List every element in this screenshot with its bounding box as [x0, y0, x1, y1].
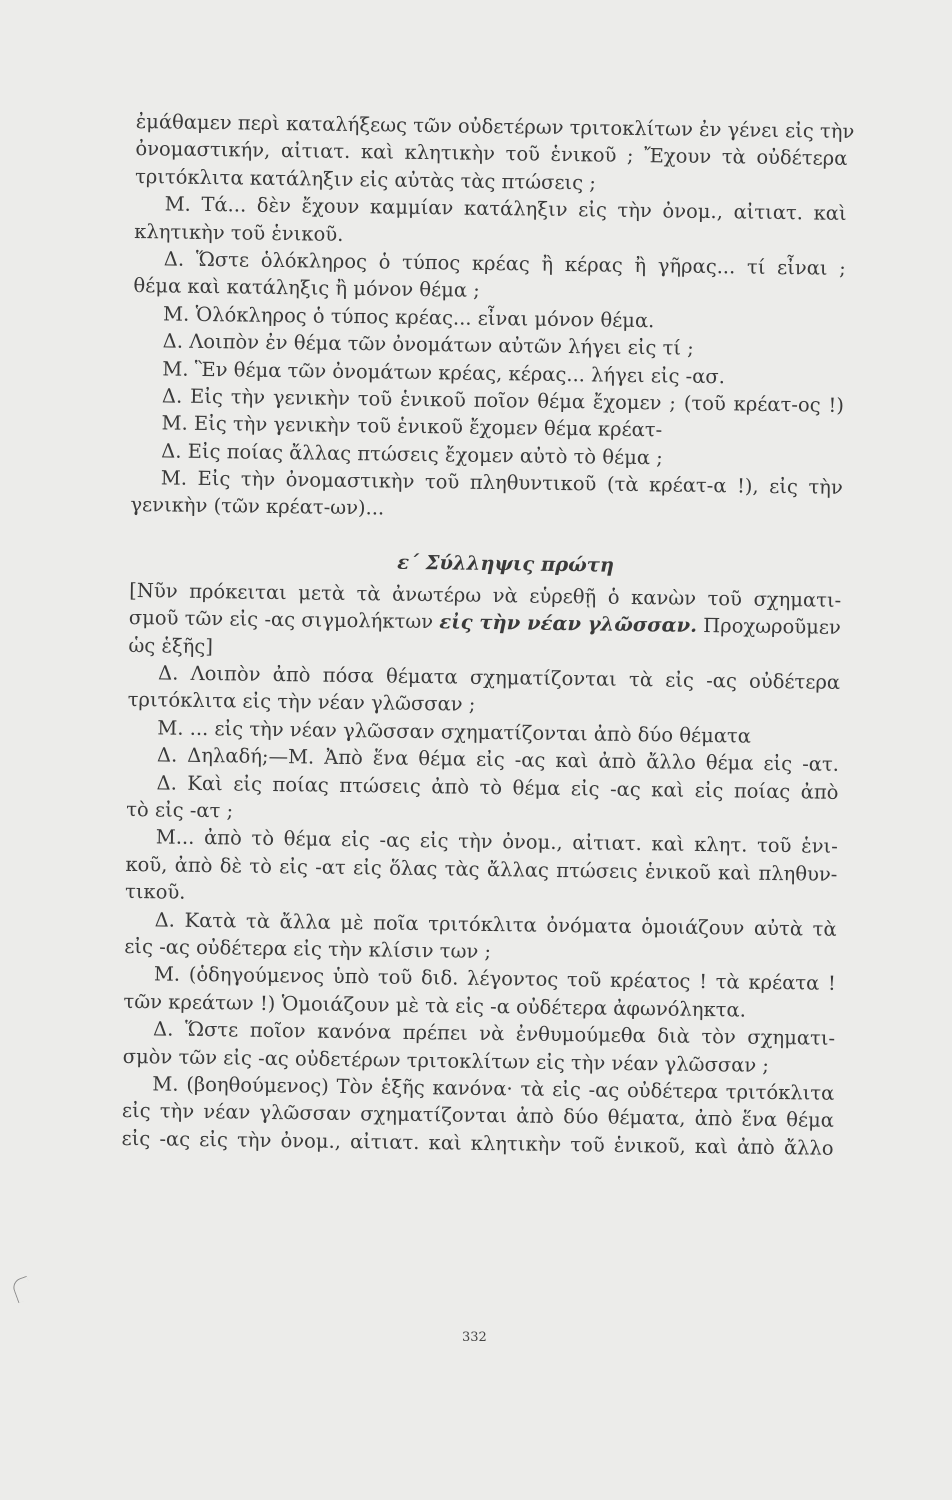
page-corner-mark	[11, 1276, 35, 1303]
text-line: Δ. Κατὰ τὰ ἄλλα μὲ ποῖα τριτόκλιτα ὀνόματα ὁμοιάζουν αὐτὰ τὰ	[154, 907, 837, 941]
text-line: Μ. Ἓν θέμα τῶν ὀνομάτων κρέας, κέρας... λήγει εἰς -ασ.	[162, 356, 726, 388]
text-line: εἰς -ας οὐδέτερα εἰς τὴν κλίσιν των ;	[124, 934, 492, 963]
text-line: Δ. Δηλαδή;—Μ. Ἀπὸ ἕνα θέμα εἰς -ας καὶ ἀπὸ ἄλλο θέμα εἰς -ατ.	[156, 743, 840, 777]
text-line: Δ. Λοιπὸν ἀπὸ πόσα θέματα σχηματίζονται τὰ εἰς -ας οὐδέτερα	[157, 661, 841, 694]
page-number: 332	[462, 1330, 487, 1345]
text-line: Μ. Εἰς τὴν ὀνομαστικὴν τοῦ πληθυντικοῦ (τὰ κρέατ-α !), εἰς τὴν	[160, 466, 843, 499]
text-line: Μ. ... εἰς τὴν νέαν γλῶσσαν σχηματίζονται ἀπὸ δύο θέματα	[157, 716, 752, 748]
text-line: Μ. (ὁδηγούμενος ὑπὸ τοῦ διδ. λέγοντος τοῦ κρέατος ! τὰ κρέατα !	[153, 962, 837, 996]
text-line: Μ. Εἰς τὴν γενικὴν τοῦ ἑνικοῦ ἔχομεν θέμα κρέατ-	[161, 411, 663, 442]
text-line: τικοῦ.	[124, 880, 186, 904]
text-line: ἐμάθαμεν περὶ καταλήξεως τῶν οὐδετέρων τριτοκλίτων ἐν γένει εἰς τὴν	[135, 109, 855, 144]
text-line: τὸ εἰς -ατ ;	[126, 797, 234, 823]
text-line: Μ. (βοηθούμενος) Τὸν ἑξῆς κανόνα· τὰ εἰς -ας οὐδέτερα τριτόκλιτα	[152, 1072, 835, 1105]
emphasis-text: εἰς τὴν νέαν γλῶσσαν.	[439, 610, 698, 638]
intro-line: [Νῦν πρόκειται μετὰ τὰ ἀνωτέρω νὰ εὑρεθῇ ὁ κανὼν τοῦ σχηματι-	[129, 578, 842, 612]
text-line: Δ. Εἰς ποίας ἄλλας πτώσεις ἔχομεν αὐτὸ τὸ θέμα ;	[161, 439, 663, 470]
dialogue-after-section	[121, 659, 840, 1162]
text-line: Δ. Λοιπὸν ἐν θέμα τῶν ὀνομάτων αὐτῶν λήγει εἰς τί ;	[162, 329, 694, 360]
page-text	[121, 108, 855, 1162]
text-line: σμὸν τῶν εἰς -ας οὐδετέρων τριτοκλίτων εἰς τὴν νέαν γλῶσσαν ;	[122, 1044, 770, 1077]
text-line: τριτόκλιτα εἰς τὴν νέαν γλῶσσαν ;	[127, 688, 476, 717]
dialogue-before-section	[130, 108, 855, 529]
text-line: κοῦ, ἀπὸ δὲ τὸ εἰς -ατ εἰς ὅλας τὰς ἄλλας πτώσεις ἑνικοῦ καὶ πληθυν-	[125, 852, 838, 886]
text-line: Μ. Τά... δὲν ἔχουν καμμίαν κατάληξιν εἰς τὴν ὀνομ., αἰτιατ. καὶ	[164, 192, 847, 226]
text-line: Δ. Εἰς τὴν γενικὴν τοῦ ἑνικοῦ ποῖον θέμα ἔχομεν ; (τοῦ κρέατ-ος !)	[161, 384, 845, 417]
text-line: ὀνομαστικήν, αἰτιατ. καὶ κλητικὴν τοῦ ἑνικοῦ ; Ἔχουν τὰ οὐδέτερα	[135, 137, 848, 171]
text-line: Μ. Ὁλόκληρος ὁ τύπος κρέας... εἶναι μόνον θέμα.	[162, 302, 655, 332]
intro-text: σμοῦ τῶν εἰς -ας σιγμολήκτων	[128, 606, 440, 634]
text-line: Δ. Ὥστε ὁλόκληρος ὁ τύπος κρέας ἢ κέρας ἢ γῆρας... τί εἶναι ;	[163, 247, 846, 280]
text-line: τῶν κρεάτων !) Ὁμοιάζουν μὲ τὰ εἰς -α οὐδέτερα ἀφωνόληκτα.	[123, 989, 747, 1022]
text-line: γενικὴν (τῶν κρέατ-ων)...	[130, 493, 385, 520]
section-intro	[128, 577, 841, 669]
text-line: θέμα καὶ κατάληξις ἢ μόνον θέμα ;	[133, 274, 480, 303]
intro-text: Προχωροῦμεν	[696, 614, 841, 640]
text-line: Μ... ἀπὸ τὸ θέμα εἰς -ας εἰς τὴν ὀνομ., αἰτιατ. καὶ κλητ. τοῦ ἑνι-	[155, 825, 838, 859]
intro-line: ὡς ἑξῆς]	[128, 633, 214, 658]
text-line: κλητικὴν τοῦ ἑνικοῦ.	[134, 219, 344, 246]
text-line: τριτόκλιτα κατάληξιν εἰς αὐτὰς τὰς πτώσεις ;	[134, 164, 597, 195]
text-line: Δ. Καὶ εἰς ποίας πτώσεις ἀπὸ τὸ θέμα εἰς -ας καὶ εἰς ποίας ἀπὸ	[156, 770, 839, 804]
text-line: εἰς -ας εἰς τὴν ὀνομ., αἰτιατ. καὶ κλητικὴν τοῦ ἑνικοῦ, καὶ ἀπὸ ἄλλο	[121, 1126, 834, 1160]
text-line: Δ. Ὥστε ποῖον κανόνα πρέπει νὰ ἐνθυμούμεθα διὰ τὸν σχηματι-	[152, 1017, 836, 1050]
text-line: εἰς τὴν νέαν γλῶσσαν σχηματίζονται ἀπὸ δύο θέματα, ἀπὸ ἕνα θέμα	[121, 1099, 835, 1133]
section-heading: ε΄ Σύλληψις πρώτη	[397, 550, 615, 577]
